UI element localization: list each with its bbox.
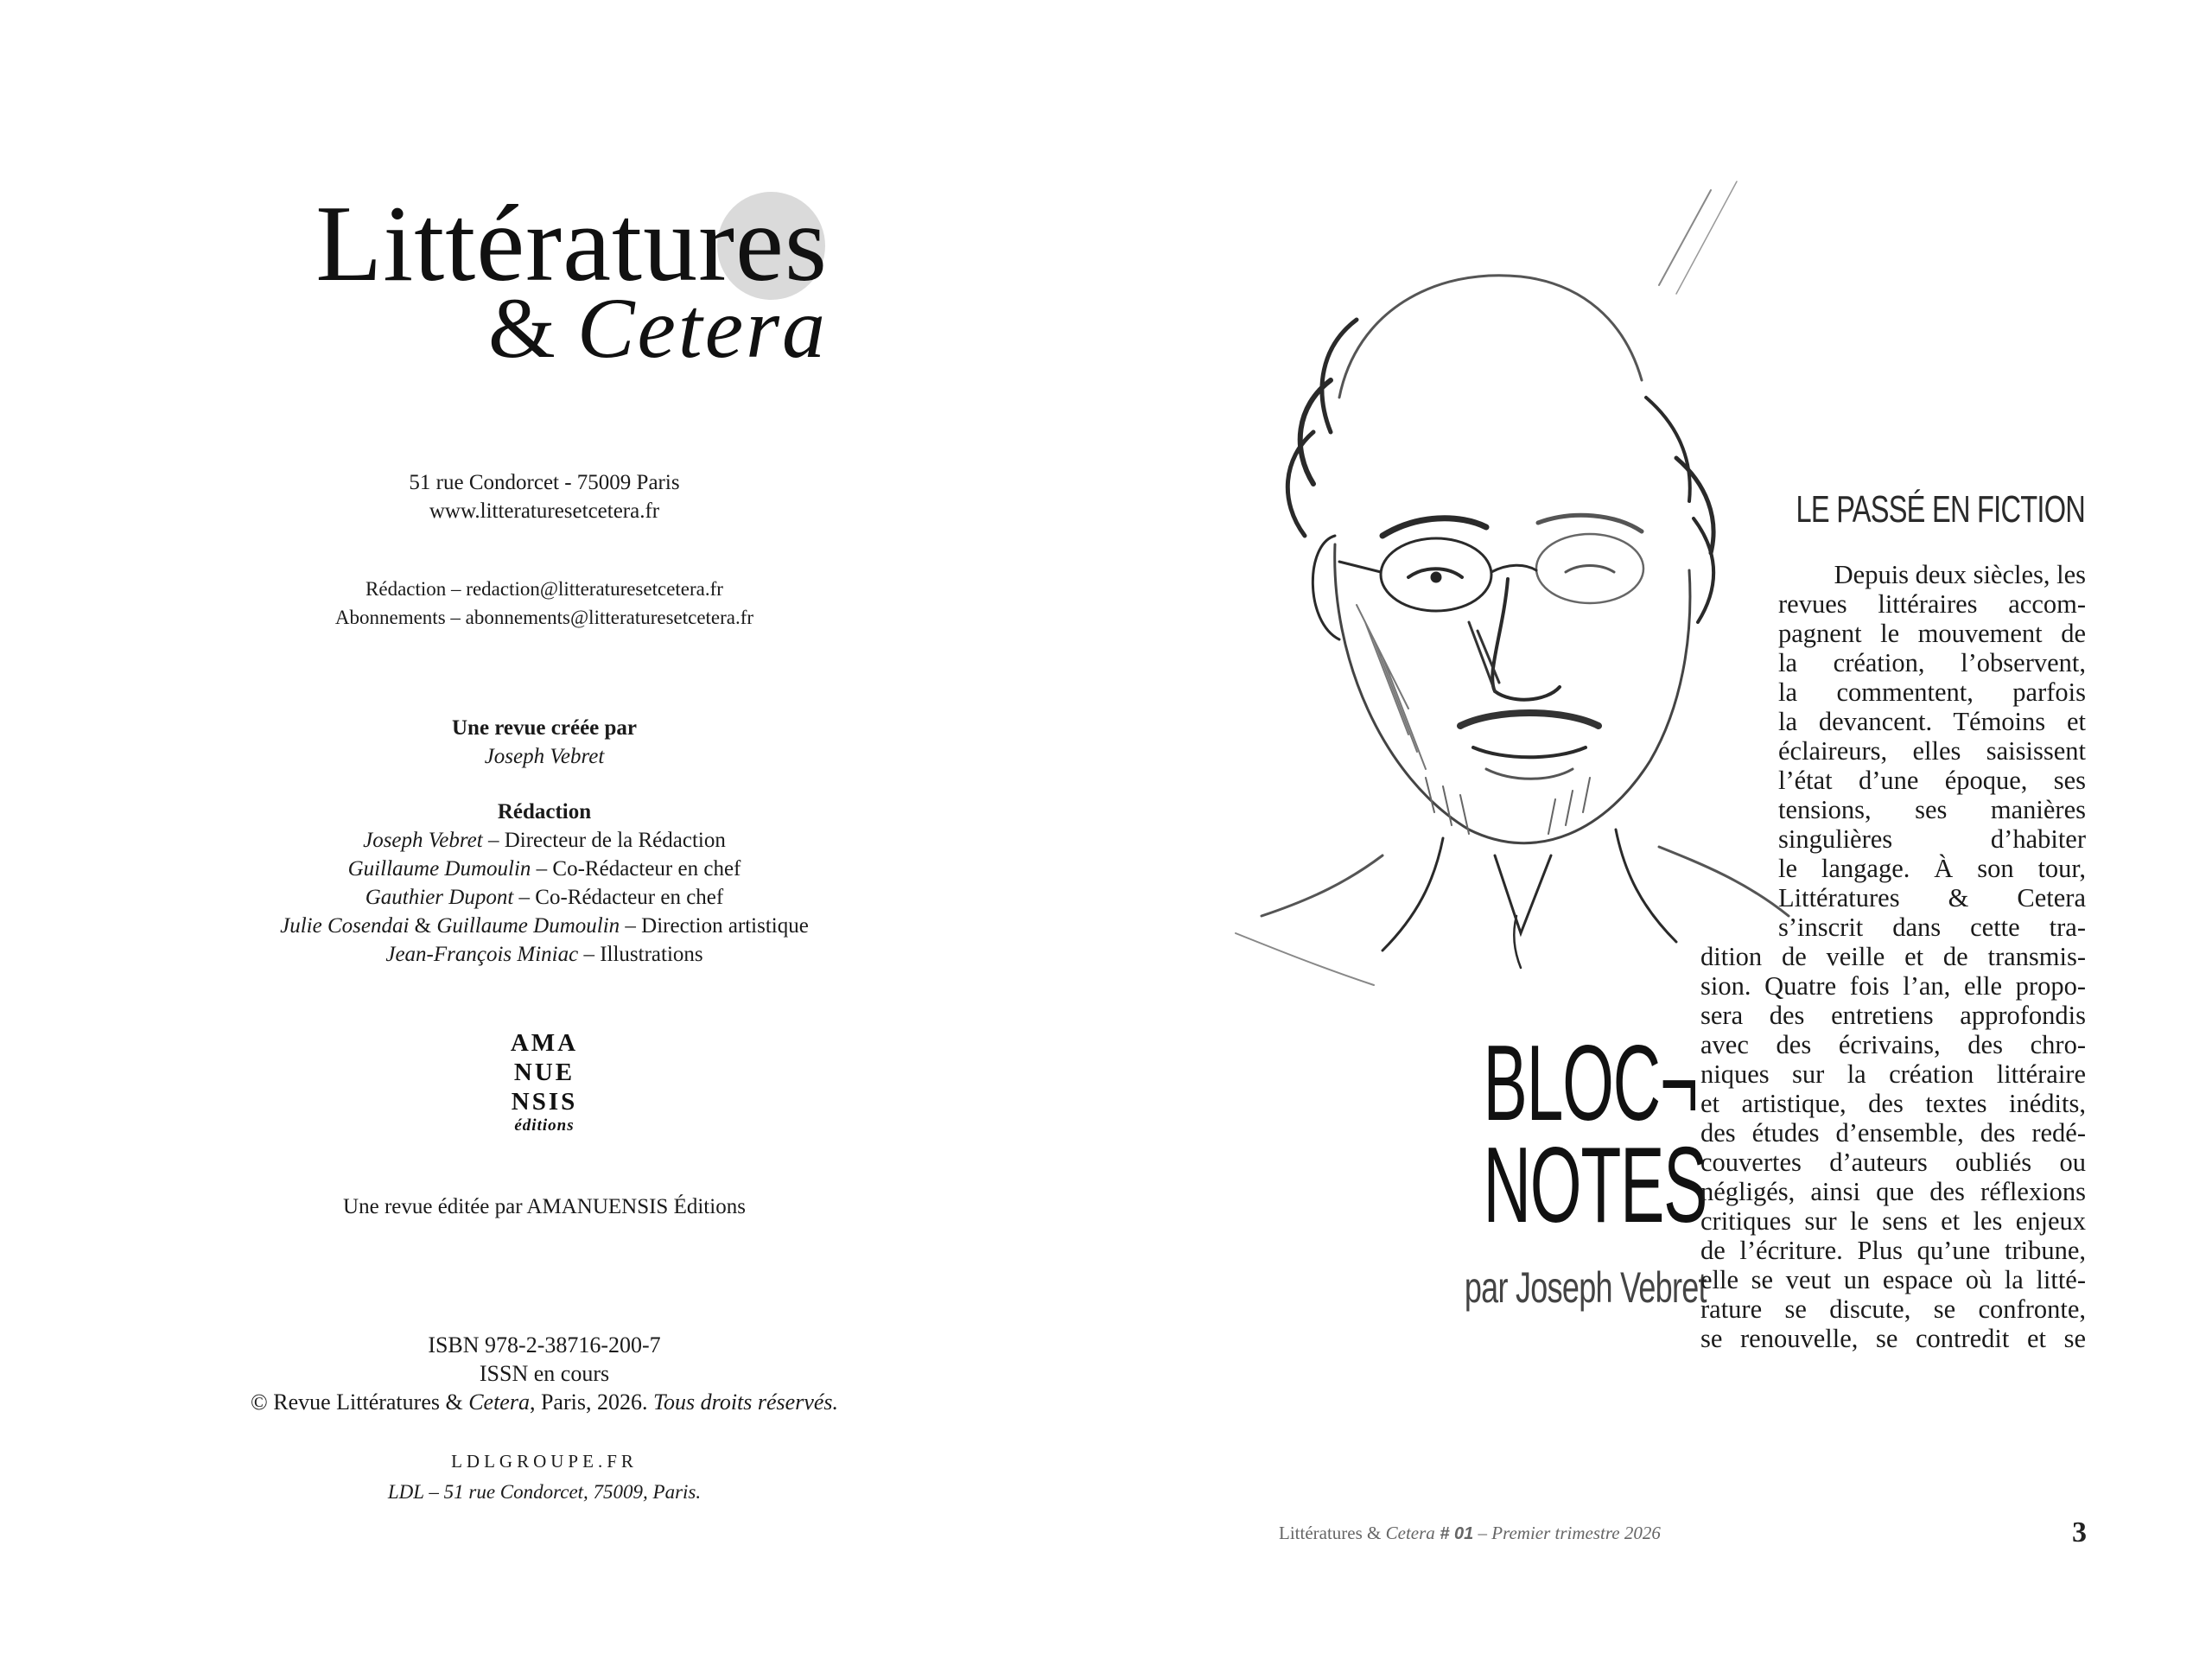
body-line-title-reference: Littératures & Cetera [1778, 883, 2086, 912]
website-link[interactable]: www.litteraturesetcetera.fr [429, 499, 660, 523]
body-line: sera des entretiens approfondis [1700, 1001, 2086, 1030]
body-line: la commentent, parfois [1778, 677, 2086, 707]
ldl-site[interactable]: LDLGROUPE.FR [451, 1451, 638, 1472]
staff-member: Guillaume Dumoulin – Co-Rédacteur en chef [347, 857, 741, 881]
masthead-logo [242, 173, 830, 380]
masthead-title: Littératures [315, 184, 828, 304]
right-page-article [1106, 0, 2212, 1666]
body-line: revues littéraires accom- [1778, 589, 2086, 619]
body-line: niques sur la création littéraire [1700, 1059, 2086, 1089]
body-line: pagnent le mouvement de [1778, 619, 2086, 648]
body-line: de l’écriture. Plus qu’une tribune, [1700, 1236, 2086, 1265]
contact-abonnements[interactable]: Abonnements – abonnements@litteraturesetcetera.fr [334, 607, 754, 628]
ldl-address: LDL – 51 rue Condorcet, 75009, Paris. [387, 1481, 702, 1503]
body-line: Depuis deux siècles, les [1834, 560, 2086, 589]
creator-name: Joseph Vebret [484, 745, 605, 768]
body-line: se renouvelle, se contredit et se [1700, 1324, 2086, 1353]
contact-redaction[interactable]: Rédaction – redaction@litteraturesetcetera.fr [365, 578, 723, 600]
staff-member: Joseph Vebret – Directeur de la Rédaction [363, 829, 726, 852]
creator-block [199, 714, 890, 771]
body-line: singulières d’habiter [1778, 824, 2086, 854]
legal-block [199, 1331, 890, 1416]
article-title-line1: BLOC¬ [1483, 1024, 1698, 1143]
staff-member: Julie Cosendai & Guillaume Dumoulin – Direction artistique [280, 914, 809, 938]
article-title-line2: NOTES [1483, 1126, 1707, 1245]
body-line: rature se discute, se confronte, [1700, 1294, 2086, 1324]
staff-member: Gauthier Dupont – Co-Rédacteur en chef [365, 886, 724, 909]
section-kicker: LE PASSÉ EN FICTION [1796, 488, 2085, 531]
body-line: éclaireurs, elles saisissent [1778, 736, 2086, 766]
staff-heading: Rédaction [497, 800, 592, 823]
publisher-logo: AMA NUE NSIS éditions [510, 1029, 579, 1135]
body-line: s’inscrit dans cette tra- [1778, 912, 2086, 942]
contacts-block [199, 575, 890, 632]
staff-member: Jean-François Miniac – Illustrations [385, 943, 703, 966]
masthead-subtitle [488, 280, 828, 376]
isbn: ISBN 978-2-38716-200-7 [428, 1332, 661, 1358]
body-line: couvertes d’auteurs oubliés ou [1700, 1148, 2086, 1177]
body-line: le langage. À son tour, [1778, 854, 2086, 883]
body-line: l’état d’une époque, ses [1778, 766, 2086, 795]
masthead-cetera: Cetera [576, 280, 828, 376]
body-line: elle se veut un espace où la litté- [1700, 1265, 2086, 1294]
body-line: dition de veille et de transmis- [1700, 942, 2086, 971]
street-address: 51 rue Condorcet - 75009 Paris [409, 471, 680, 494]
issn: ISSN en cours [479, 1361, 610, 1386]
article-byline: par Joseph Vebret [1465, 1263, 1707, 1312]
body-line: avec des écrivains, des chro- [1700, 1030, 2086, 1059]
body-line: la devancent. Témoins et [1778, 707, 2086, 736]
body-line: négligés, ainsi que des réflexions [1700, 1177, 2086, 1206]
copyright-line: © Revue Littératures & Cetera, Paris, 2026. Tous droits réservés. [250, 1389, 839, 1415]
body-line: et artistique, des textes inédits, [1700, 1089, 2086, 1118]
masthead-amp: & [488, 280, 577, 376]
publisher-statement: Une revue éditée par AMANUENSIS Éditions [343, 1195, 746, 1218]
body-line: sion. Quatre fois l’an, elle propo- [1700, 971, 2086, 1001]
article-body [1106, 0, 2212, 1666]
staff-block [199, 798, 890, 969]
running-footer: Littératures & Cetera # 01 – Premier trimestre 2026 [1279, 1523, 1661, 1543]
creator-label: Une revue créée par [451, 716, 638, 740]
address-block [199, 468, 890, 525]
body-line: tensions, ses manières [1778, 795, 2086, 824]
body-line: critiques sur le sens et les enjeux [1700, 1206, 2086, 1236]
body-line: des études d’ensemble, des redé- [1700, 1118, 2086, 1148]
body-line: la création, l’observent, [1778, 648, 2086, 677]
page-number: 3 [2072, 1517, 2087, 1548]
